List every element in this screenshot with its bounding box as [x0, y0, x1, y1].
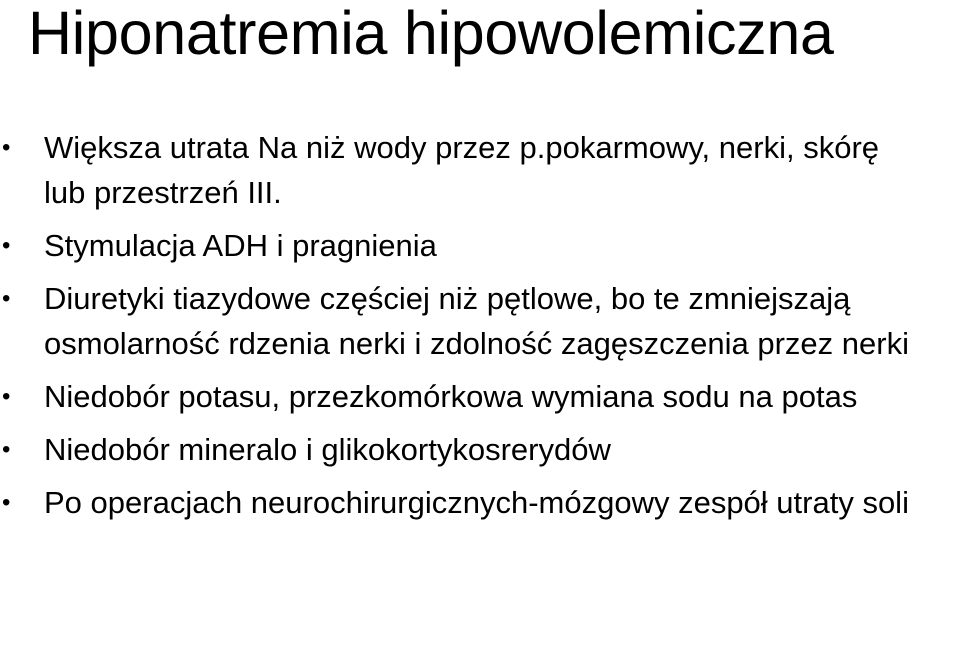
- bullet-item-diuretics: [0, 276, 924, 366]
- bullet-icon: •: [2, 436, 11, 463]
- bullet-item-potassium-deficit: [0, 374, 924, 419]
- bullet-item-corticosteroid-deficit: [0, 427, 924, 472]
- bullet-icon: •: [2, 489, 11, 516]
- slide-title: Hiponatremia hipowolemiczna: [28, 0, 834, 67]
- bullet-text: Większa utrata Na niż wody przez p.pokarmowy, nerki, skórę lub przestrzeń III.: [44, 130, 880, 210]
- bullet-icon: •: [2, 134, 11, 161]
- bullet-item-cerebral-salt-wasting: [0, 480, 924, 525]
- bullet-list: [0, 125, 960, 533]
- bullet-text: Po operacjach neurochirurgicznych-mózgowy zespół utraty soli: [44, 485, 909, 520]
- bullet-icon: •: [2, 383, 11, 410]
- bullet-text: Niedobór mineralo i glikokortykosrerydów: [44, 432, 611, 467]
- bullet-text: Niedobór potasu, przezkomórkowa wymiana sodu na potas: [44, 379, 858, 414]
- bullet-item-adh-stimulation: [0, 223, 924, 268]
- bullet-text: Stymulacja ADH i pragnienia: [44, 228, 437, 263]
- bullet-icon: •: [2, 285, 11, 312]
- bullet-item-sodium-loss: [0, 125, 924, 215]
- bullet-icon: •: [2, 232, 11, 259]
- bullet-text: Diuretyki tiazydowe częściej niż pętlowe, bo te zmniejszają osmolarność rdzenia nerki i zdolność zagęszczenia przez nerki: [44, 281, 909, 361]
